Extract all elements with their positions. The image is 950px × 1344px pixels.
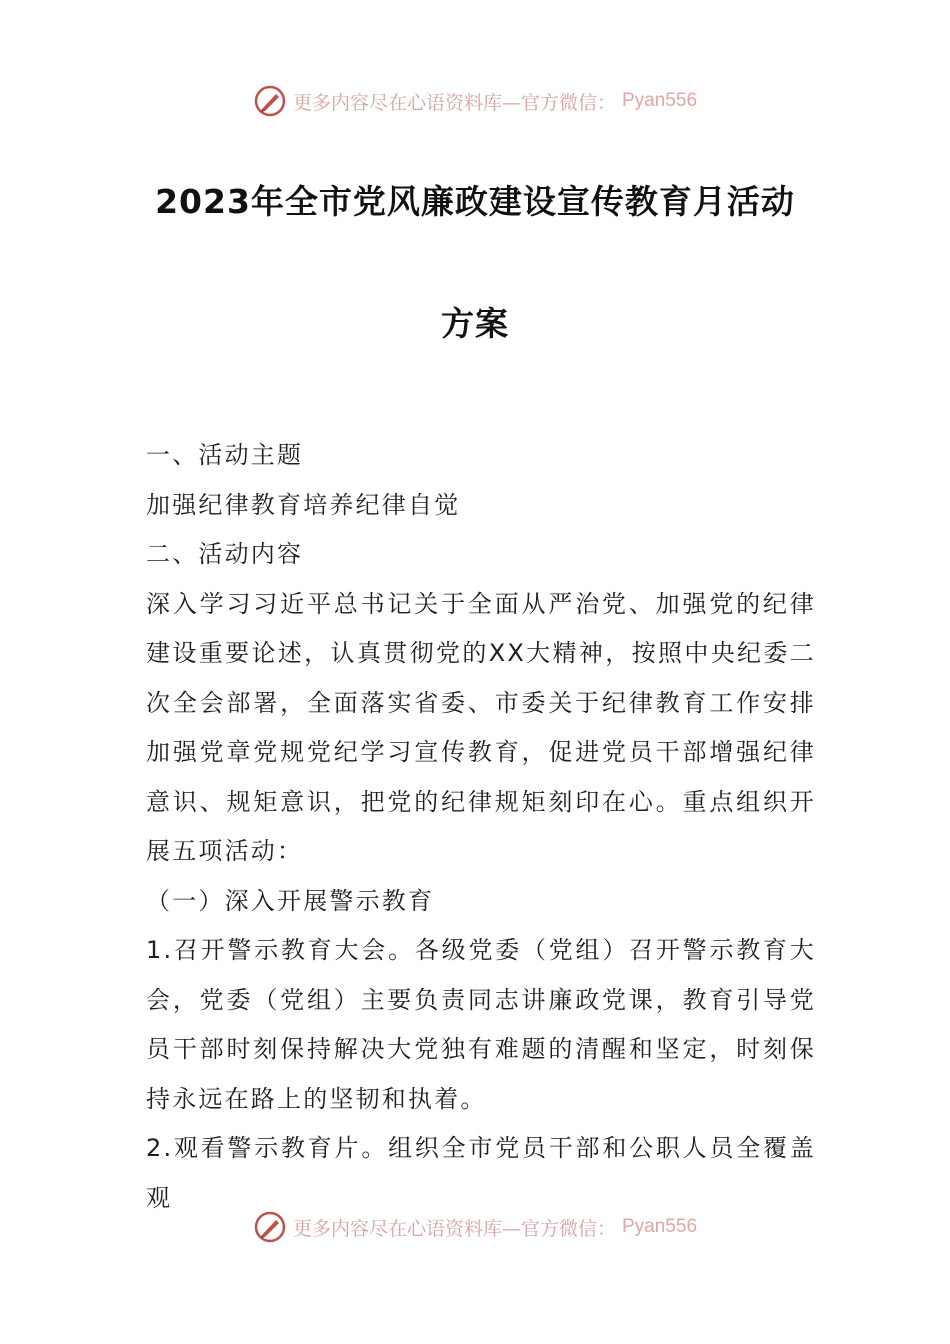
document-body	[146, 431, 816, 1223]
list-item-warning-meeting: 1.召开警示教育大会。各级党委（党组）召开警示教育大会，党委（党组）主要负责同志讲廉政党课，教育引导党员干部时刻保持解决大党独有难题的清醒和坚定，时刻保持永远在路上的坚韧和执着。	[146, 936, 816, 1113]
pen-logo-icon	[253, 84, 287, 118]
watermark-text: 更多内容尽在心语资料库—官方微信：	[292, 1217, 616, 1240]
document-title-line2: 方案	[441, 304, 509, 343]
theme-text: 加强纪律教育培养纪律自觉	[146, 490, 461, 519]
document-title-line1: 2023年全市党风廉政建设宣传教育月活动	[155, 182, 795, 221]
watermark-banner-top	[0, 84, 950, 118]
section-heading-content: 二、活动内容	[146, 540, 304, 568]
watermark-brand: Pyan556	[622, 90, 698, 111]
watermark-banner-bottom	[0, 1210, 950, 1244]
subsection-heading-warning-education: （一）深入开展警示教育	[146, 886, 435, 915]
pen-logo-icon	[253, 1210, 287, 1244]
watermark-brand: Pyan556	[622, 1216, 698, 1237]
intro-paragraph: 深入学习习近平总书记关于全面从严治党、加强党的纪律建设重要论述，认真贯彻党的XX大精神，按照中央纪委二次全会部署，全面落实省委、市委关于纪律教育工作安排加强党章党规党纪学习宣传教育，促进党员干部增强纪律意识、规矩意识，把党的纪律规矩刻印在心。重点组织开展五项活动：	[146, 589, 816, 865]
list-item-warning-film: 2.观看警示教育片。组织全市党员干部和公职人员全覆盖观	[146, 1134, 816, 1212]
watermark-text: 更多内容尽在心语资料库—官方微信：	[292, 91, 616, 114]
section-heading-theme: 一、活动主题	[146, 441, 304, 469]
